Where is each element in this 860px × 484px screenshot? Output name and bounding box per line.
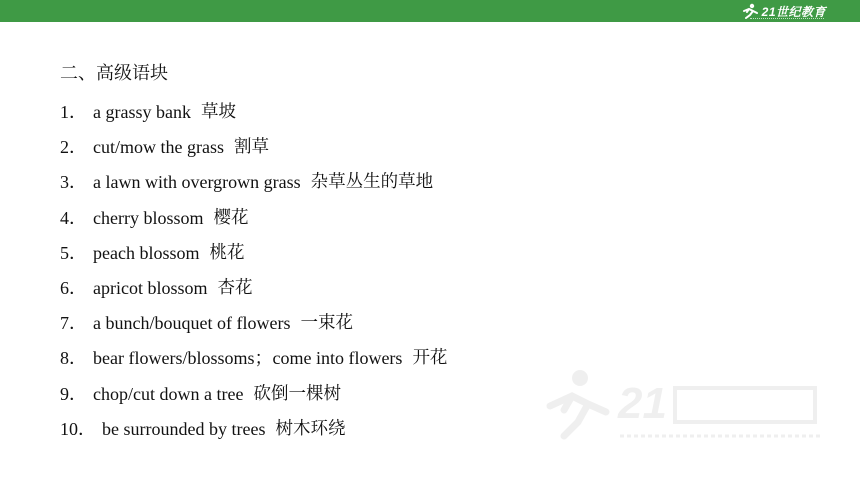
item-english: cherry blossom (93, 207, 204, 228)
list-item (60, 236, 840, 271)
section-heading: 二、高级语块 (60, 63, 168, 84)
item-english: apricot blossom (93, 278, 208, 299)
item-number: 3． (60, 172, 87, 193)
item-chinese: 桃花 (209, 242, 245, 263)
top-bar (0, 0, 860, 22)
runner-logo-icon (740, 3, 760, 19)
item-chinese: 杂草丛生的草地 (310, 172, 434, 193)
item-chinese: 砍倒一棵树 (253, 383, 341, 404)
list-item (60, 271, 840, 306)
item-number: 5． (60, 242, 87, 263)
item-chinese: 樱花 (213, 207, 249, 228)
item-number: 4． (60, 207, 87, 228)
item-chinese: 开花 (412, 348, 448, 369)
item-number: 8． (60, 348, 87, 369)
item-number: 7． (60, 313, 87, 334)
item-english: peach blossom (93, 242, 200, 263)
list-item (60, 306, 840, 341)
brand-logo-underline (750, 18, 824, 22)
item-chinese: 草坡 (200, 102, 236, 122)
item-number: 6． (60, 278, 87, 299)
list-item (60, 201, 840, 236)
item-chinese: 杏花 (217, 278, 253, 299)
item-chinese: 树木环绕 (275, 418, 346, 439)
list-item (60, 130, 840, 165)
svg-text:21: 21 (618, 379, 667, 428)
item-chinese: 割草 (233, 137, 269, 158)
item-english: a lawn with overgrown grass (93, 172, 301, 193)
brand-logo-text: 21世纪教育 (761, 4, 826, 19)
item-chinese: 一束花 (300, 313, 353, 334)
item-english: bear flowers/blossoms；come into flowers (93, 348, 403, 369)
list-item (60, 165, 840, 200)
item-number: 2． (60, 137, 87, 158)
item-english: chop/cut down a tree (93, 383, 244, 404)
list-item (60, 95, 840, 130)
item-english: be surrounded by trees (102, 418, 266, 439)
item-number: 1． (60, 102, 87, 122)
item-english: a bunch/bouquet of flowers (93, 313, 291, 334)
item-english: cut/mow the grass (93, 137, 224, 158)
item-english: a grassy bank (93, 102, 191, 122)
watermark-logo-icon (540, 366, 830, 446)
item-number: 9． (60, 383, 87, 404)
item-number: 10． (60, 418, 96, 439)
